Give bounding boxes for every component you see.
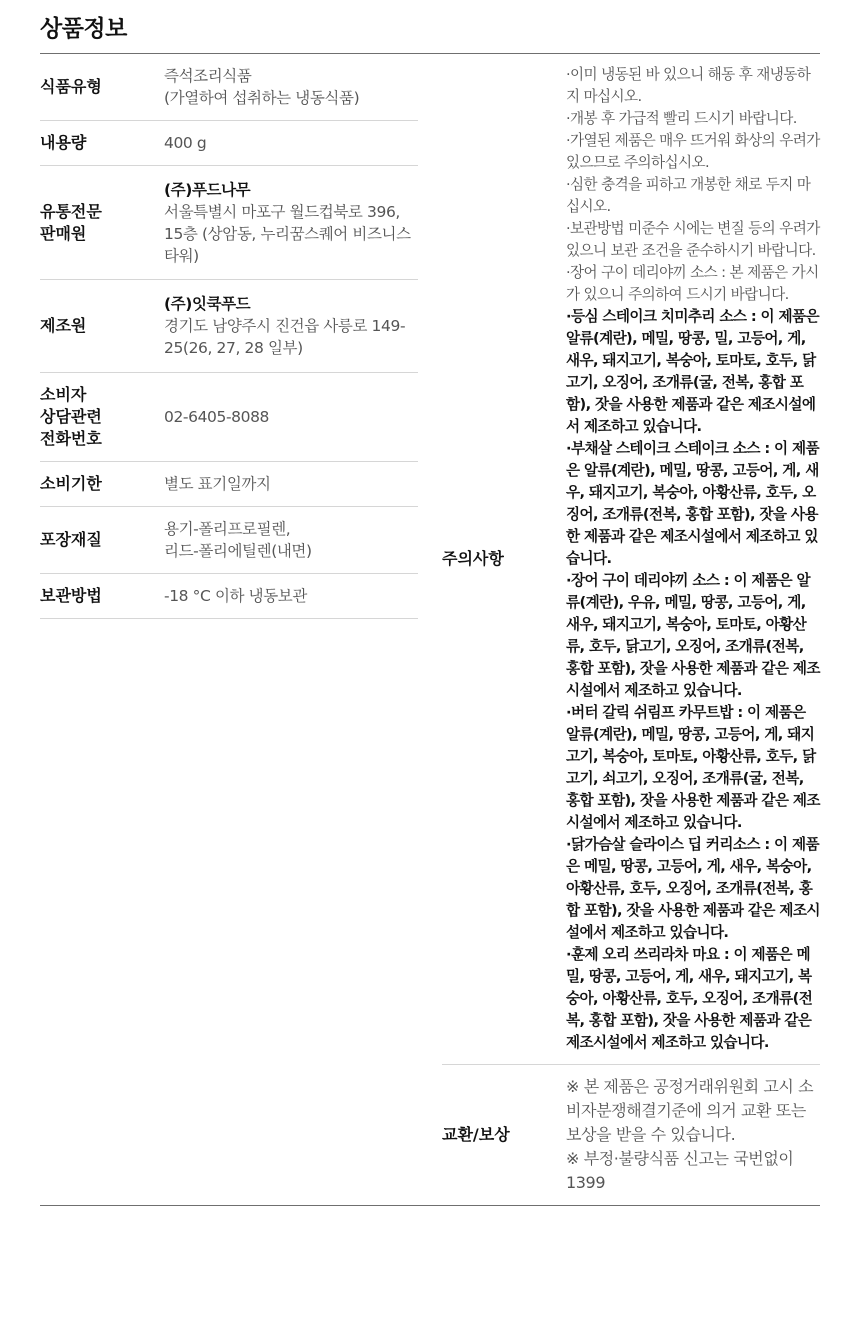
- allergen-note: ·버터 갈릭 쉬림프 카무트밥 : 이 제품은 알류(계란), 메밀, 땅콩, 고등어, 게, 돼지고기, 복숭아, 토마토, 아황산류, 호두, 닭고기, 쇠고기, 오징어, 조개류(굴, 전복, 홍합 포함), 잣을 사용한 제품과 같은 제조시설에서 제조하고 있습니다.: [566, 704, 820, 831]
- row-label: 제조원: [40, 316, 87, 335]
- row-value: 용기-폴리프로필렌, 리드-폴리에틸렌(내면): [164, 520, 312, 560]
- bottom-divider: [40, 1205, 820, 1206]
- info-row-manufacturer: [40, 280, 418, 373]
- info-row-food-type: [40, 54, 418, 121]
- row-label: 소비자 상담관련 전화번호: [40, 385, 102, 448]
- caution-notes: [566, 64, 820, 1054]
- allergen-note: ·부채살 스테이크 스테이크 소스 : 이 제품은 알류(계란), 메밀, 땅콩, 고등어, 게, 새우, 돼지고기, 복숭아, 아황산류, 호두, 오징어, 조개류(전복, 홍합 포함), 잣을 사용한 제품과 같은 제조시설에서 제조하고 있습니다.: [566, 440, 820, 567]
- row-label: 소비기한: [40, 474, 102, 493]
- allergen-note: ·등심 스테이크 치미추리 소스 : 이 제품은 알류(계란), 메밀, 땅콩, 밀, 고등어, 게, 새우, 돼지고기, 복숭아, 토마토, 호두, 닭고기, 오징어, 조개류(굴, 전복, 홍합 포함), 잣을 사용한 제품과 같은 제조시설에서 제조하고 있습니다.: [566, 308, 820, 435]
- row-label: 포장재질: [40, 530, 102, 549]
- exchange-text: [566, 1075, 820, 1195]
- caution-note: ·장어 구이 데리야끼 소스 : 본 제품은 가시가 있으니 주의하여 드시기 바랍니다.: [566, 264, 819, 303]
- caution-note: ·이미 냉동된 바 있으니 해동 후 재냉동하지 마십시오.: [566, 66, 811, 105]
- page-title: 상품정보: [40, 16, 127, 42]
- exchange-line: ※ 본 제품은 공정거래위원회 고시 소비자분쟁해결기준에 의거 교환 또는 보상을 받을 수 있습니다.: [566, 1077, 814, 1144]
- caution-label: 주의사항: [442, 549, 504, 568]
- row-value: 별도 표기일까지: [164, 475, 271, 493]
- allergen-note: ·장어 구이 데리야끼 소스 : 이 제품은 알류(계란), 우유, 메밀, 땅콩, 고등어, 게, 새우, 돼지고기, 복숭아, 토마토, 아황산류, 호두, 닭고기, 오징어, 조개류(전복, 홍합 포함), 잣을 사용한 제품과 같은 제조시설에서 제조하고 있습니다.: [566, 572, 820, 699]
- row-value: 400 g: [164, 134, 207, 152]
- row-label: 식품유형: [40, 77, 102, 96]
- exchange-label: 교환/보상: [442, 1125, 510, 1144]
- notice-table: [442, 54, 820, 1205]
- row-value: (주)잇쿡푸드 경기도 남양주시 진건읍 사릉로 149-25(26, 27, 28 일부): [164, 295, 406, 357]
- info-row-content-amount: [40, 121, 418, 166]
- info-row-expiry: [40, 462, 418, 507]
- row-value: 02-6405-8088: [164, 408, 270, 426]
- row-value: -18 °C 이하 냉동보관: [164, 587, 307, 605]
- row-label: 유통전문 판매원: [40, 201, 102, 243]
- caution-row: [442, 54, 820, 1065]
- info-row-storage: [40, 574, 418, 619]
- caution-note: ·심한 충격을 피하고 개봉한 채로 두지 마십시오.: [566, 176, 811, 215]
- row-label: 내용량: [40, 133, 87, 152]
- allergen-note: ·훈제 오리 쓰리라차 마요 : 이 제품은 메밀, 땅콩, 고등어, 게, 새우, 돼지고기, 복숭아, 아황산류, 호두, 오징어, 조개류(전복, 홍합 포함), 잣을 사용한 제품과 같은 제조시설에서 제조하고 있습니다.: [566, 946, 813, 1051]
- caution-note: ·가열된 제품은 매우 뜨거워 화상의 우려가 있으므로 주의하십시오.: [566, 132, 820, 171]
- allergen-note: ·닭가슴살 슬라이스 딥 커리소스 : 이 제품은 메밀, 땅콩, 고등어, 게, 새우, 복숭아, 아황산류, 호두, 오징어, 조개류(전복, 홍합 포함), 잣을 사용한 제품과 같은 제조시설에서 제조하고 있습니다.: [566, 836, 820, 941]
- exchange-line: ※ 부정·불량식품 신고는 국번없이 1399: [566, 1149, 794, 1192]
- info-row-distributor: [40, 166, 418, 280]
- exchange-row: [442, 1065, 820, 1205]
- caution-note: ·개봉 후 가급적 빨리 드시기 바랍니다.: [566, 110, 797, 127]
- product-info-table: [40, 54, 418, 619]
- row-label: 보관방법: [40, 586, 102, 605]
- row-value: (주)푸드나무 서울특별시 마포구 월드컵북로 396, 15층 (상암동, 누리꿈스퀘어 비즈니스타워): [164, 180, 411, 265]
- info-row-packaging: [40, 507, 418, 574]
- row-value: 즉석조리식품 (가열하여 섭취하는 냉동식품): [164, 67, 360, 107]
- caution-note: ·보관방법 미준수 시에는 변질 등의 우려가 있으니 보관 조건을 준수하시기 바랍니다.: [566, 220, 820, 259]
- info-row-consumer-phone: [40, 373, 418, 462]
